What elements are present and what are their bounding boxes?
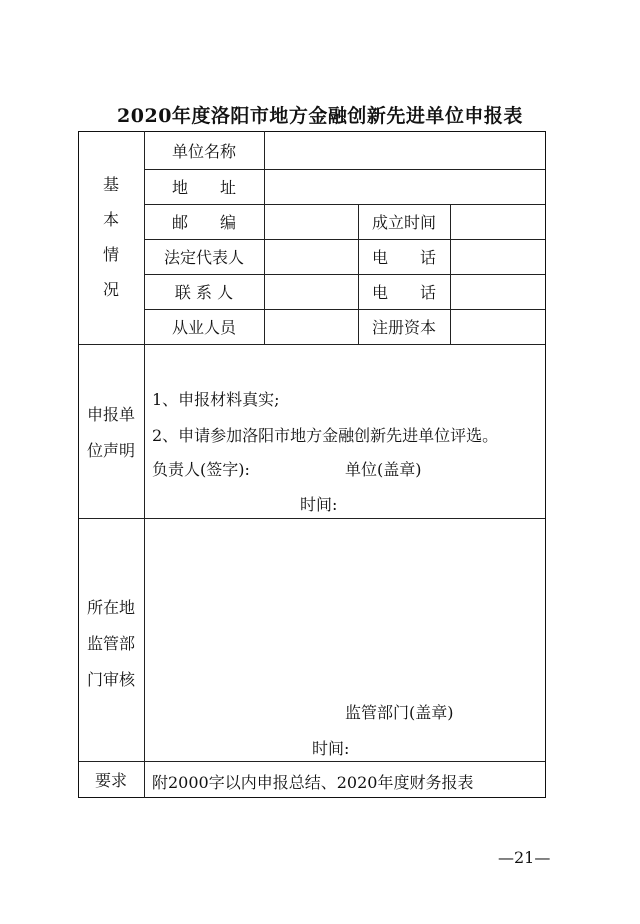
requirement-text: 附2000字以内申报总结、2020年度财务报表: [152, 773, 474, 792]
declaration-item-2: 2、申请参加洛阳市地方金融创新先进单位评选。: [152, 426, 499, 445]
basic-label-char: 情: [102, 244, 119, 264]
review-label-line: 监管部: [86, 634, 135, 653]
postcode-label: 邮 编: [171, 213, 236, 232]
declaration-label-line: 申报单: [86, 405, 135, 424]
declaration-time-label: 时间:: [300, 495, 338, 514]
employees-label: 从业人员: [171, 318, 236, 337]
registered-capital-label: 注册资本: [371, 318, 436, 337]
review-time-label: 时间:: [312, 739, 350, 758]
basic-info-section-label: [78, 164, 144, 309]
page-number: —21—: [498, 848, 551, 867]
signer-signature-label: 负责人(签字):: [152, 460, 250, 479]
phone-label: 电 话: [371, 248, 436, 267]
basic-label-char: 况: [102, 279, 119, 299]
requirement-label: 要求: [94, 770, 127, 790]
basic-label-char: 基: [102, 174, 119, 194]
review-label-line: 门审核: [86, 670, 135, 689]
form-title: 2020年度洛阳市地方金融创新先进单位申报表: [117, 105, 523, 127]
registered-capital-field[interactable]: [450, 309, 545, 344]
address-label: 地 址: [171, 178, 236, 197]
contact-phone-label: 电 话: [371, 283, 436, 302]
unit-seal-label: 单位(盖章): [345, 460, 422, 479]
unit-name-field[interactable]: [264, 131, 545, 169]
address-field[interactable]: [264, 169, 545, 204]
postcode-field[interactable]: [264, 204, 358, 239]
review-seal-label: 监管部门(盖章): [345, 703, 454, 722]
review-section-label: [78, 590, 144, 698]
legal-rep-label: 法定代表人: [163, 248, 244, 267]
employees-field[interactable]: [264, 309, 358, 344]
legal-rep-field[interactable]: [264, 239, 358, 274]
contact-phone-field[interactable]: [450, 274, 545, 309]
phone-field[interactable]: [450, 239, 545, 274]
contact-field[interactable]: [264, 274, 358, 309]
unit-name-label: 单位名称: [171, 141, 236, 161]
established-date-field[interactable]: [450, 204, 545, 239]
declaration-item-1: 1、申报材料真实;: [152, 390, 280, 409]
declaration-section-label: [78, 396, 144, 470]
declaration-label-line: 位声明: [86, 441, 135, 460]
contact-label: 联 系 人: [174, 283, 234, 302]
review-label-line: 所在地: [86, 598, 135, 617]
basic-label-char: 本: [102, 209, 119, 229]
established-date-label: 成立时间: [371, 213, 436, 232]
